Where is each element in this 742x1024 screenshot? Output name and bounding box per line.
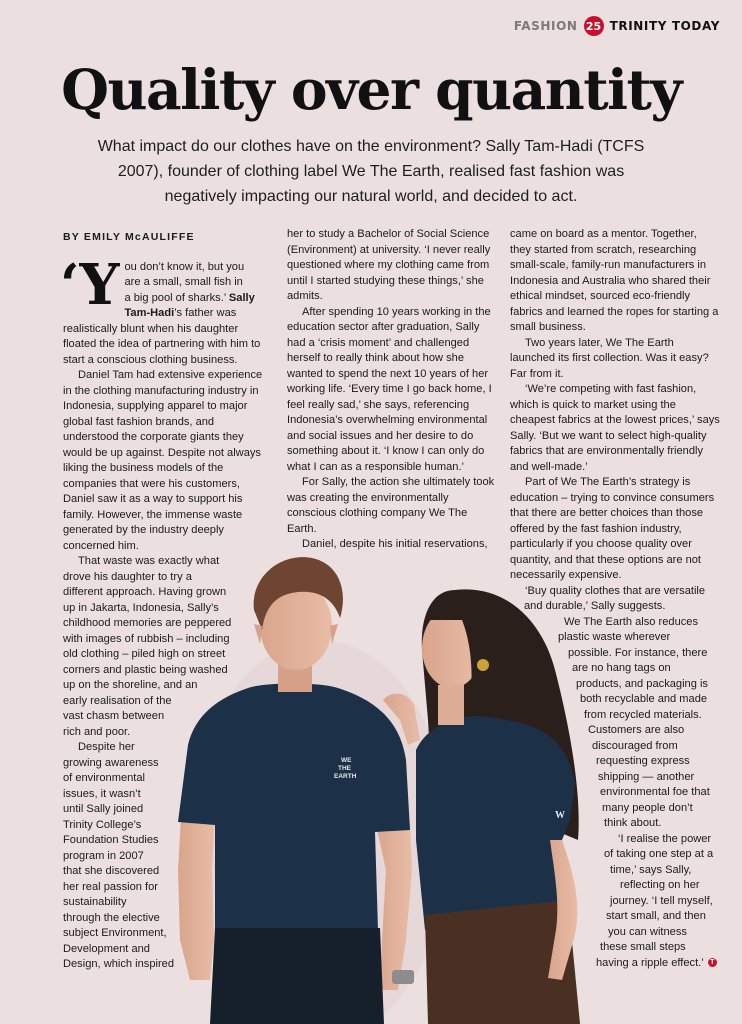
column-2 <box>287 227 495 553</box>
byline: BY EMILY McAULIFFE <box>63 231 195 243</box>
paragraph: came on board as a mentor. Together, they started from scratch, researching small-scale, family-run manufacturers in Indonesia and Australia who shared their ethical mindset, sourced eco-friendly fabrics and learned the ropes for starting a small business. <box>510 228 719 333</box>
earring <box>477 659 489 671</box>
paragraph: Daniel, despite his initial reservations, <box>302 538 488 550</box>
standfirst: What impact do our clothes have on the environment? Sally Tam-Hadi (TCFS 2007), founder of clothing label We The Earth, realised fast fashion was negatively impacting our natural world, and decided to act. <box>97 138 645 205</box>
wristwatch <box>392 970 414 984</box>
paragraph: her to study a Bachelor of Social Science (Environment) at university. ‘I never really questioned where my clothing came from until I started studying these things,’ she admits. <box>287 228 491 302</box>
drop-cap: ‘Y <box>60 251 120 318</box>
svg-text:EARTH: EARTH <box>334 773 357 780</box>
page-number-badge: 25 <box>584 16 604 36</box>
paragraph: Two years later, We The Earth launched its first collection. Was it easy? Far from it. <box>510 336 709 380</box>
paragraph: ‘We’re competing with fast fashion, which is quick to market using the cheapest fabrics at the lowest prices,’ says Sally. ‘But we want to select high-quality fabrics that are environmentally friendly and well-made.’ <box>510 383 720 473</box>
paragraph: That waste was exactly what drove his daughter to try a different approach. Having grown up in Jakarta, Indonesia, Sally’s childhood memories are peppered with images of rubbish – including old clothing – piled high on street corners and plastic being washed up on the shoreline, and an early realisation of the vast chasm between rich and poor. <box>63 555 232 738</box>
paragraph: After spending 10 years working in the education sector after graduation, Sally had a ‘crisis moment’ and challenged herself to really think about how she wanted to spend the next 10 years of her working life. ‘Every time I go back home, I feel really sad,’ she says, referencing Indonesia’s overwhelming environmental and social issues and her desire to do something about it. ‘I know I can only do what I can as a responsible human.’ <box>287 305 492 473</box>
section-label: FASHION <box>513 19 578 33</box>
svg-text:THE: THE <box>338 765 351 772</box>
paragraph: Daniel Tam had extensive experience in the clothing manufacturing industry in Indonesia, supplying apparel to major global fast fashion brands, and understood the corporate giants they would be up against. Despite not always liking the business models of the companies that were his customers, Daniel saw it as a way to support his family. However, the immense waste generated by the industry deeply concerned him. <box>63 369 263 552</box>
paragraph: For Sally, the action she ultimately took was creating the environmentally conscious clothing company We The Earth. <box>287 476 495 535</box>
paragraph-intro: ‘Y ou don’t know it, but you are a small, small fish in a big pool of sharks.’ Sally Tam-Hadi’s father was realistically blunt when his daughter floated the idea of partnering with him to start a conscious clothing business. <box>60 251 261 366</box>
publication-name: TRINITY TODAY <box>609 19 720 33</box>
sleeve-logo: W <box>555 810 565 821</box>
svg-text:WE: WE <box>341 757 352 764</box>
column-3 <box>510 227 720 971</box>
article-headline: Quality over quantity <box>61 57 681 122</box>
column-1 <box>60 230 271 973</box>
highlight-name: Sally Tam-Hadi <box>124 291 255 319</box>
paragraph: Part of We The Earth’s strategy is education – trying to convince consumers that there are better choices than those offered by the fast fashion industry, particularly if you choose quality over quantity, and that these options are not necessarily expensive. <box>510 476 715 581</box>
end-mark-icon: T <box>708 958 717 967</box>
paragraph: Despite her growing awareness of environmental issues, it wasn’t until Sally joined Trinity College’s Foundation Studies program in 2007 that she discovered her real passion for sustainability through the elective subject Environment, Development and Design, which inspired <box>63 741 174 970</box>
running-header <box>514 16 720 36</box>
paragraph: ‘Buy quality clothes that are versatile and durable,’ Sally suggests. <box>524 584 706 612</box>
paragraph: We The Earth also reduces plastic waste wherever possible. For instance, there are no hang tags on products, and packaging is both recyclable and made from recycled materials. Customers are also discouraged from requesting express shipping — another environmental foe that many people don’t think about. <box>558 615 710 829</box>
paragraph: ‘I realise the power of taking one step at a time,’ says Sally, reflecting on her journey. ‘I tell myself, start small, and then you can witness these small steps having a ripple effect.’ T <box>510 832 720 972</box>
